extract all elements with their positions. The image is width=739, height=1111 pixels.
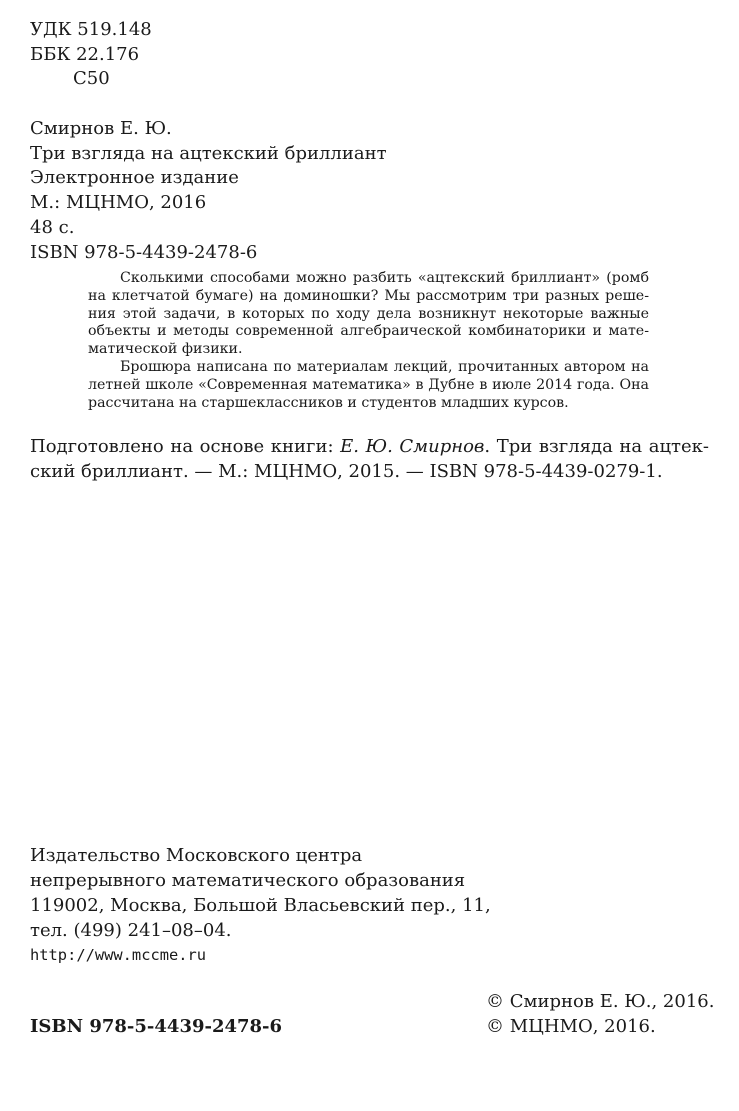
copyright-publisher: © МЦНМО, 2016. (486, 1016, 656, 1037)
abstract-paragraph: Брошюра написана по материалам лекций, прочитанных автором на летней школе «Современная математика» в Дубне в июле 2014 года. Она рассчитана на старшеклассников и студентов младших курсов. (88, 358, 649, 411)
bib-title: Три взгляда на ацтекский бриллиант (30, 143, 387, 164)
copyright-author: © Смирнов Е. Ю., 2016. (486, 991, 715, 1012)
source-note-prefix: Подготовлено на основе книги: (30, 436, 341, 457)
footer-isbn: ISBN 978-5-4439-2478-6 (30, 1016, 283, 1037)
source-note (30, 434, 709, 484)
author-mark: С50 (73, 68, 110, 89)
publisher-line: Издательство Московского центра (30, 845, 363, 866)
bib-isbn: ISBN 978-5-4439-2478-6 (30, 242, 258, 263)
publisher-line: непрерывного математического образования (30, 870, 466, 891)
publisher-url[interactable]: http://www.mccme.ru (30, 946, 207, 964)
publisher-info (30, 843, 491, 968)
publisher-address: 119002, Москва, Большой Власьевский пер., 11, (30, 895, 491, 916)
bib-pages: 48 с. (30, 217, 75, 238)
abstract (88, 270, 649, 412)
source-note-rest: . Три взгляда на ацтекский бриллиант. — М.: МЦНМО, 2015. — ISBN 978-5-4439-0279-1. (30, 436, 710, 482)
bib-author: Смирнов Е. Ю. (30, 118, 172, 139)
publisher-phone: тел. (499) 241–08–04. (30, 920, 232, 941)
source-note-author: Е. Ю. Смирнов (340, 436, 485, 457)
bib-imprint: М.: МЦНМО, 2016 (30, 192, 207, 213)
abstract-paragraph: Сколькими способами можно разбить «ацтекский бриллиант» (ромб на клетчатой бумаге) на доминошки? Мы рассмотрим три разных решения этой задачи, в которых по ходу дела возникнут некоторые важные объекты и методы современной алгебраической комбинаторики и математической физики. (88, 270, 649, 358)
udk-code: УДК 519.148 (30, 19, 152, 40)
copyright-block (486, 989, 714, 1039)
bib-edition: Электронное издание (30, 167, 239, 188)
bbk-code: ББК 22.176 (30, 44, 140, 65)
